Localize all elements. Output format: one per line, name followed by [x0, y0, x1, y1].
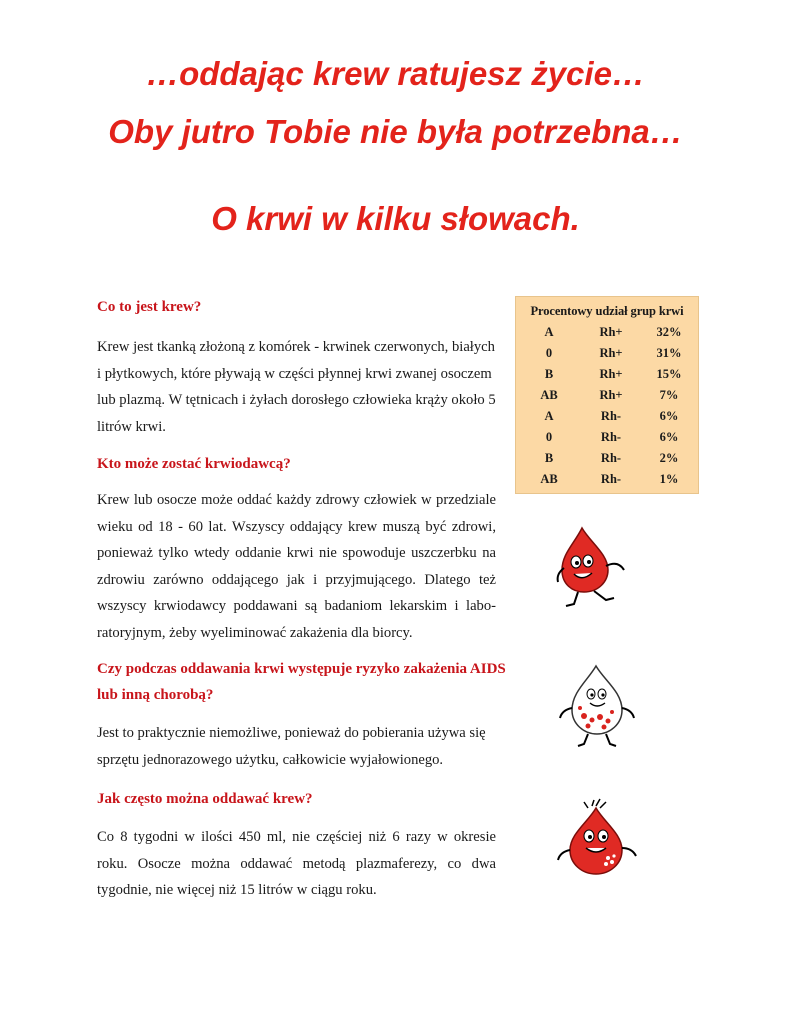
rh-factor-cell: Rh- — [600, 472, 622, 486]
percent-cell: 2% — [659, 451, 679, 465]
percent-cell: 6% — [659, 409, 679, 423]
headline-saving-life: …oddając krew ratujesz życie… — [146, 55, 645, 92]
headline-about-blood: O krwi w kilku słowach. — [211, 200, 580, 237]
percent-cell: 32% — [656, 325, 682, 339]
blood-group-row — [516, 343, 698, 364]
percent-cell: 6% — [659, 430, 679, 444]
section-text-what-is-blood: Krew jest tkanką złożoną z komórek - krwinek czerwonych, białych i płytkowych, które pływają w części płynnej krwi zwanej osoczem lub plazmą. W tętnicach i żyłach dorosłego człowieka krąży około 5 litrów krwi. — [97, 339, 496, 435]
headline-hope-not-needed: Oby jutro Tobie nie była potrzebna… — [108, 113, 683, 150]
blood-group-row — [516, 448, 698, 469]
blood-group-row — [516, 322, 698, 343]
percent-cell: 1% — [659, 472, 679, 486]
rh-factor-cell: Rh+ — [599, 388, 623, 402]
blood-group-table-caption: Procentowy udział grup krwi — [530, 304, 684, 318]
blood-group-cell: A — [544, 325, 554, 339]
section-title-how-often: Jak często można oddawać krew? — [97, 791, 313, 807]
section-text-how-often: Co 8 tygodni w ilości 450 ml, nie częściej niż 6 razy w okresie roku. Osocze można oddawać metodą plazmaferezy, co dwa tygodnie, nie więcej niż 15 litrów w ciągu roku. — [97, 829, 496, 898]
blood-group-row — [516, 385, 698, 406]
blood-group-cell: AB — [540, 388, 558, 402]
section-text-infection-risk: Jest to praktycznie niemożliwe, ponieważ do pobierania używa się sprzętu jednorazowego użytku, całkowicie wyjałowionego. — [97, 725, 486, 768]
percent-cell: 31% — [656, 346, 682, 360]
rh-factor-cell: Rh+ — [599, 325, 623, 339]
percent-cell: 7% — [659, 388, 679, 402]
blood-group-row — [516, 469, 698, 490]
blood-group-row — [516, 364, 698, 385]
rh-factor-cell: Rh- — [600, 430, 622, 444]
rh-factor-cell: Rh- — [600, 409, 622, 423]
section-title-what-is-blood: Co to jest krew? — [97, 299, 202, 315]
blood-group-row — [516, 427, 698, 448]
section-text-who-can-donate: Krew lub osocze może oddać każdy zdrowy człowiek w przedziale wieku od 18 - 60 lat. Wszyscy oddający krew muszą być zdrowi, ponieważ tylko wtedy oddanie krwi nie spowoduje uszczerbku na zdrowiu zarówno oddającego jak i przyjmującego. Dlatego też wszyscy krwiodawcy poddawani są badaniom lekarskim i labo-ratoryjnym, żeby wyeliminować zakażenia dla biorcy. — [97, 492, 496, 641]
percent-cell: 15% — [656, 367, 682, 381]
blood-group-cell: 0 — [545, 430, 553, 444]
section-title-who-can-donate: Kto może zostać krwiodawcą? — [97, 456, 291, 472]
blood-group-cell: A — [544, 409, 554, 423]
blood-group-table-body — [516, 322, 698, 490]
blood-group-row — [516, 406, 698, 427]
blood-group-cell: B — [544, 367, 554, 381]
blood-group-cell: B — [544, 451, 554, 465]
white-blood-cell-mascot-icon — [552, 660, 642, 750]
rh-factor-cell: Rh+ — [599, 346, 623, 360]
blood-group-table — [515, 296, 699, 494]
rh-factor-cell: Rh- — [600, 451, 622, 465]
blood-drop-mascot-with-hair-icon — [552, 798, 642, 888]
blood-group-cell: 0 — [545, 346, 553, 360]
blood-group-cell: AB — [540, 472, 558, 486]
blood-drop-mascot-walking-icon — [552, 520, 642, 610]
section-title-infection-risk: Czy podczas oddawania krwi występuje ryzyko zakażenia AIDS lub inną chorobą? — [97, 661, 506, 703]
rh-factor-cell: Rh+ — [599, 367, 623, 381]
